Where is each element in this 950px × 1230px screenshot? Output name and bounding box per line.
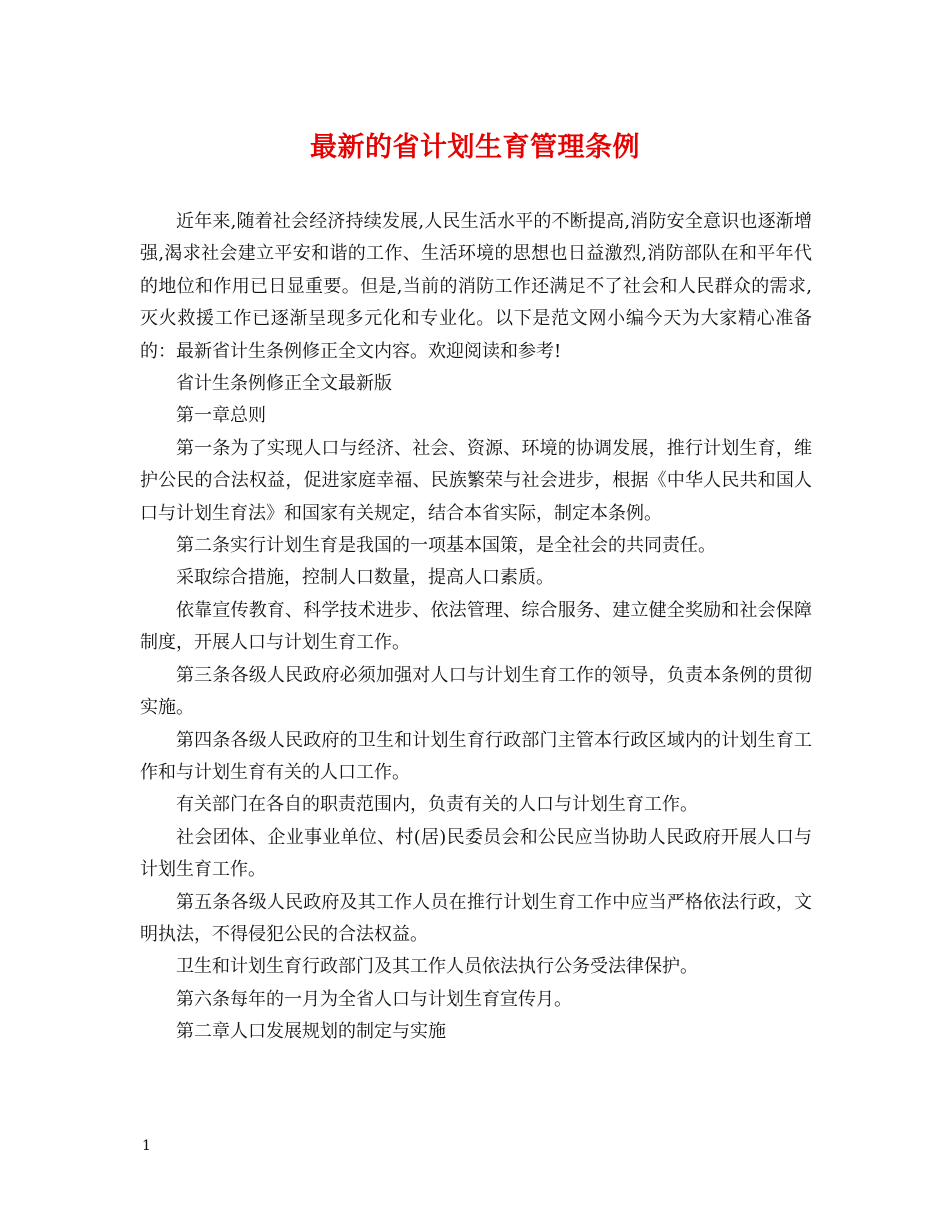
article-4-clause-2: 社会团体、企业事业单位、村(居)民委员会和公民应当协助人民政府开展人口与计划生育工作。 bbox=[140, 826, 812, 881]
article-4: 第四条各级人民政府的卫生和计划生育行政部门主管本行政区域内的计划生育工作和与计划生育有关的人口工作。 bbox=[140, 729, 812, 783]
article-3: 第三条各级人民政府必须加强对人口与计划生育工作的领导，负责本条例的贯彻实施。 bbox=[140, 664, 812, 719]
paragraph-subtitle: 省计生条例修正全文最新版 bbox=[176, 373, 392, 395]
article-2-clause-1: 采取综合措施，控制人口数量，提高人口素质。 bbox=[176, 567, 554, 589]
document-body bbox=[140, 206, 812, 1049]
article-6: 第六条每年的一月为全省人口与计划生育宣传月。 bbox=[176, 988, 572, 1010]
document-title: 最新的省计划生育管理条例 bbox=[310, 132, 640, 163]
article-2-clause-2: 依靠宣传教育、科学技术进步、依法管理、综合服务、建立健全奖励和社会保障制度，开展人口与计划生育工作。 bbox=[140, 599, 812, 654]
article-1: 第一条为了实现人口与经济、社会、资源、环境的协调发展，推行计划生育，维护公民的合法权益，促进家庭幸福、民族繁荣与社会进步，根据《中华人民共和国人口与计划生育法》和国家有关规定，结合本省实际，制定本条例。 bbox=[140, 437, 812, 524]
page-number: 1 bbox=[142, 1138, 151, 1154]
article-2: 第二条实行计划生育是我国的一项基本国策，是全社会的共同责任。 bbox=[176, 535, 716, 557]
chapter-heading-2: 第二章人口发展规划的制定与实施 bbox=[176, 1021, 446, 1043]
paragraph-intro: 近年来,随着社会经济持续发展,人民生活水平的不断提高,消防安全意识也逐渐增强,渴求社会建立平安和谐的工作、生活环境的思想也日益激烈,消防部队在和平年代的地位和作用已日显重要。但是,当前的消防工作还满足不了社会和人民群众的需求,灭火救援工作已逐渐呈现多元化和专业化。以下是范文网小编今天为大家精心准备的：最新省计生条例修正全文内容。欢迎阅读和参考! bbox=[140, 211, 812, 362]
article-5: 第五条各级人民政府及其工作人员在推行计划生育工作中应当严格依法行政，文明执法，不得侵犯公民的合法权益。 bbox=[140, 891, 812, 945]
article-4-clause-1: 有关部门在各自的职责范围内，负责有关的人口与计划生育工作。 bbox=[176, 794, 698, 816]
article-5-clause-1: 卫生和计划生育行政部门及其工作人员依法执行公务受法律保护。 bbox=[176, 956, 698, 978]
chapter-heading-1: 第一章总则 bbox=[176, 405, 266, 427]
